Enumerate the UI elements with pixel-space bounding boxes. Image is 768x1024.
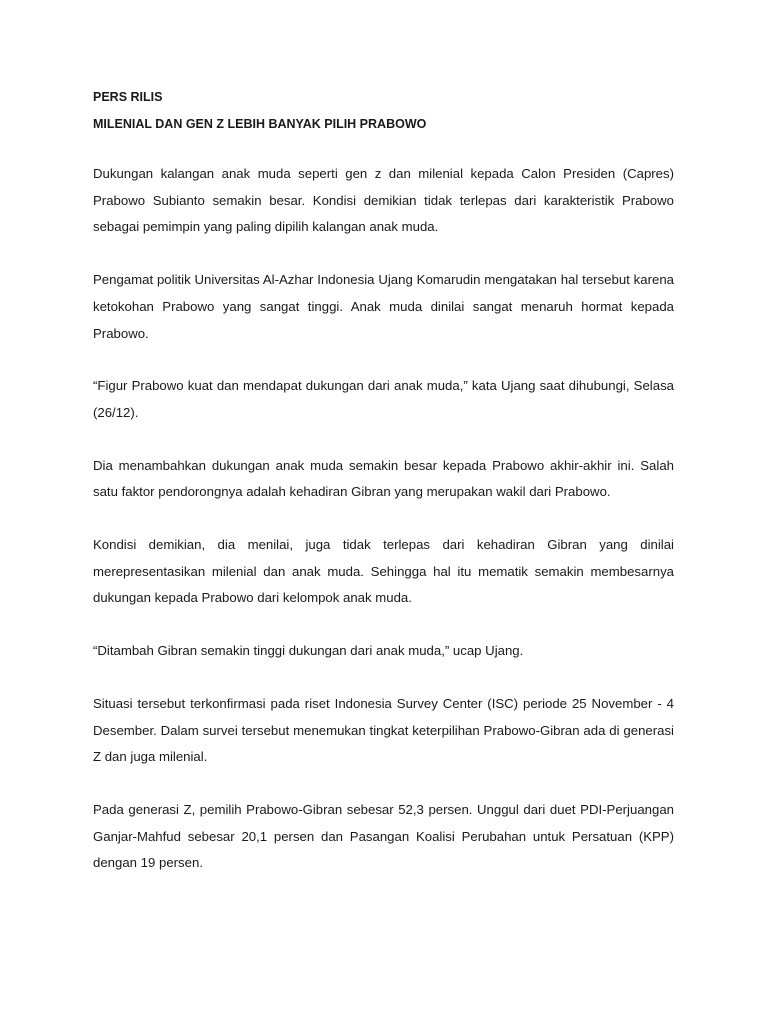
- document-page: [93, 86, 674, 903]
- paragraph-1: Dukungan kalangan anak muda seperti gen z dan milenial kepada Calon Presiden (Capres) Prabowo Subianto semakin besar. Kondisi demikian tidak terlepas dari karakteristik Prabowo sebagai pemimpin yang paling dipilih kalangan anak muda.: [93, 166, 674, 235]
- paragraph-4: Dia menambahkan dukungan anak muda semakin besar kepada Prabowo akhir-akhir ini. Salah satu faktor pendorongnya adalah kehadiran Gibran yang merupakan wakil dari Prabowo.: [93, 457, 674, 500]
- paragraph-2: Pengamat politik Universitas Al-Azhar Indonesia Ujang Komarudin mengatakan hal tersebut karena ketokohan Prabowo yang sangat tinggi. Anak muda dinilai sangat menaruh hormat kepada Prabowo.: [93, 272, 674, 341]
- press-release-label: PERS RILIS: [93, 90, 163, 104]
- article-body: [93, 161, 674, 877]
- paragraph-7: Situasi tersebut terkonfirmasi pada riset Indonesia Survey Center (ISC) periode 25 November - 4 Desember. Dalam survei tersebut menemukan tingkat keterpilihan Prabowo-Gibran ada di generasi Z dan juga milenial.: [93, 695, 674, 765]
- paragraph-8: Pada generasi Z, pemilih Prabowo-Gibran sebesar 52,3 persen. Unggul dari duet PDI-Perjuangan Ganjar-Mahfud sebesar 20,1 persen dan Pasangan Koalisi Perubahan untuk Persatuan (KPP) dengan 19 persen.: [93, 801, 674, 871]
- headline: MILENIAL DAN GEN Z LEBIH BANYAK PILIH PRABOWO: [93, 117, 427, 131]
- paragraph-6: “Ditambah Gibran semakin tinggi dukungan dari anak muda,” ucap Ujang.: [93, 643, 524, 659]
- paragraph-3: “Figur Prabowo kuat dan mendapat dukungan dari anak muda,” kata Ujang saat dihubungi, Selasa (26/12).: [93, 378, 674, 420]
- paragraph-5: Kondisi demikian, dia menilai, juga tidak terlepas dari kehadiran Gibran yang dinilai merepresentasikan milenial dan anak muda. Sehingga hal itu mematik semakin membesarnya dukungan kepada Prabowo dari kelompok anak muda.: [93, 537, 674, 606]
